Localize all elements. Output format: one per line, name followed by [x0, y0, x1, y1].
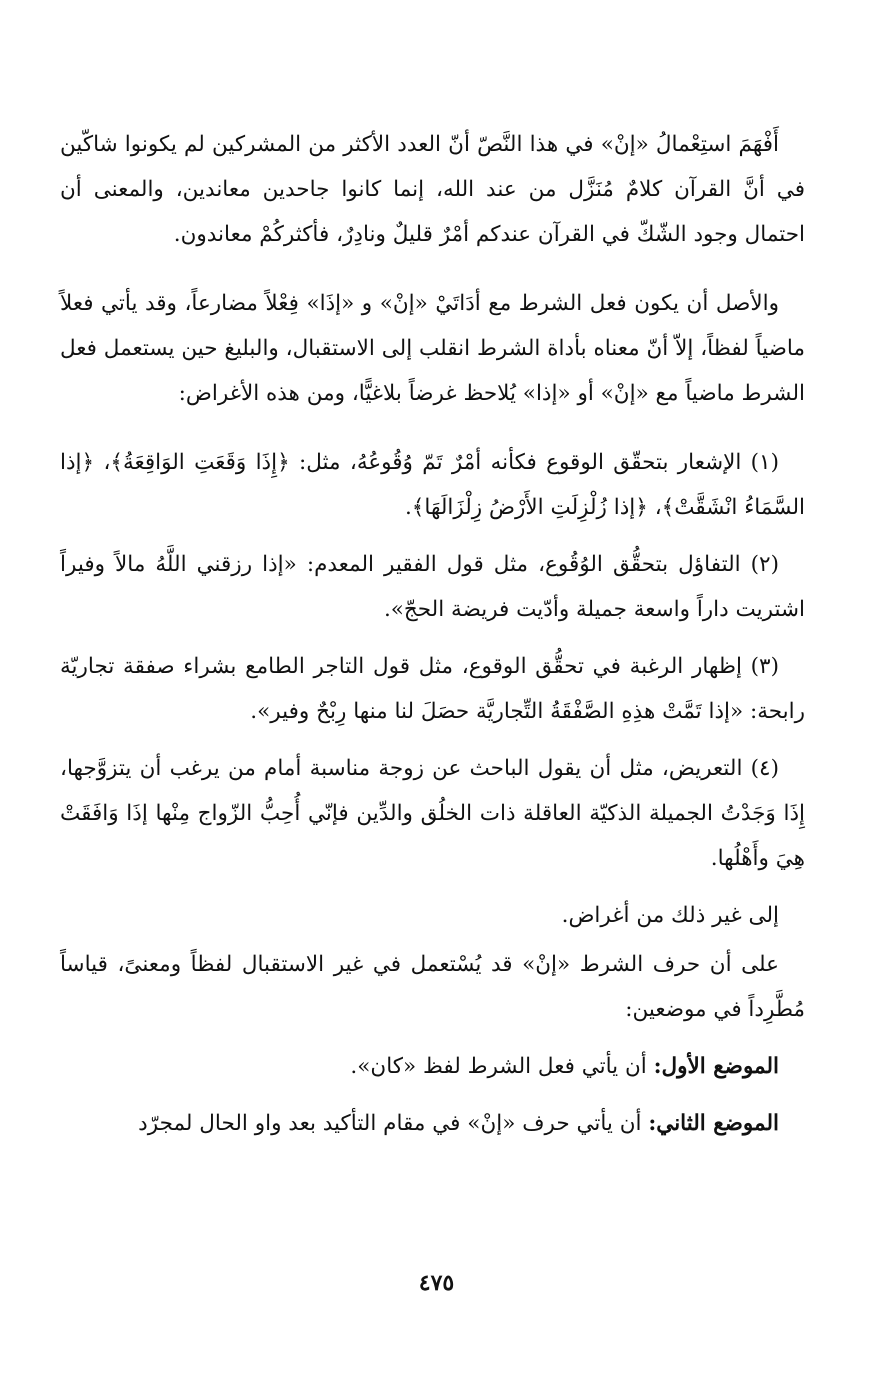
paragraph-first-case — [60, 1044, 805, 1089]
paragraph-condition-verb: والأصل أن يكون فعل الشرط مع أدَاتَيْ «إنْ» و «إذَا» فِعْلاً مضارعاً، وقد يأتي فعلاً ماضياً لفظاً، إلاّ أنّ معناه بأداة الشرط انقلب إلى الاستقبال، والبليغ حين يستعمل فعل الشرط ماضياً مع «إنْ» أو «إذا» يُلاحظ غرضاً بلاغيًّا، ومن هذه الأغراض: — [60, 291, 805, 406]
second-case-text: أن يأتي حرف «إنْ» في مقام التأكيد بعد واو الحال لمجرّد — [138, 1111, 649, 1136]
paragraph-purpose-2: (٢) التفاؤل بتحقُّق الوُقُوع، مثل قول الفقير المعدم: «إذا رزقني اللَّهُ مالاً وفيراً اشتريت داراً واسعة جميلة وأدّيت فريضة الحجّ». — [60, 552, 805, 622]
paragraph-in-usage: على أن حرف الشرط «إنْ» قد يُسْتعمل في غير الاستقبال لفظاً ومعنىً، قياساً مُطَّرِداً في موضعين: — [60, 952, 805, 1022]
paragraph-intro: أَفْهَمَ استِعْمالُ «إنْ» في هذا النَّصّ أنّ العدد الأكثر من المشركين لم يكونوا شاكّين في أنَّ القرآن كلامٌ مُنَزَّل من عند الله، إنما كانوا جاحدين معاندين، والمعنى أن احتمال وجود الشّكّ في القرآن عندكم أمْرٌ قليلٌ ونادِرٌ، فأكثركُمْ معاندون. — [60, 132, 805, 247]
second-case-label: الموضع الثاني: — [648, 1111, 779, 1136]
page-number: ٤٧٥ — [418, 1270, 455, 1296]
paragraph-second-case — [60, 1101, 805, 1146]
first-case-text: أن يأتي فعل الشرط لفظ «كان». — [350, 1054, 654, 1079]
paragraph-purpose-3: (٣) إظهار الرغبة في تحقُّق الوقوع، مثل قول التاجر الطامع بشراء صفقة تجاريّة رابحة: «إذا تَمَّتْ هذِهِ الصَّفْقَةُ التِّجاريَّة حصَلَ لنا منها رِبْحٌ وفير». — [60, 654, 805, 724]
paragraph-other-purposes: إلى غير ذلك من أغراض. — [561, 903, 779, 928]
paragraph-purpose-1: (١) الإشعار بتحقّق الوقوع فكأنه أمْرٌ تَمّ وُقُوعُهُ، مثل: ﴿إِذَا وَقَعَتِ الوَاقِعَةُ﴾، ﴿إذا السَّمَاءُ انْشَقَّتْ﴾، ﴿إذا زُلْزِلَتِ الأَرْضُ زِلْزَالَهَا﴾. — [60, 450, 805, 520]
paragraph-purpose-4: (٤) التعريض، مثل أن يقول الباحث عن زوجة مناسبة أمام من يرغب أن يتزوَّجها، إِذَا وَجَدْتُ الجميلة الذكيّة العاقلة ذات الخلُق والدِّين فإنّي أُحِبُّ الزّواج مِنْها إذَا وَافَقَتْ هِيَ وأَهْلُها. — [60, 756, 805, 871]
first-case-label: الموضع الأول: — [653, 1054, 779, 1079]
